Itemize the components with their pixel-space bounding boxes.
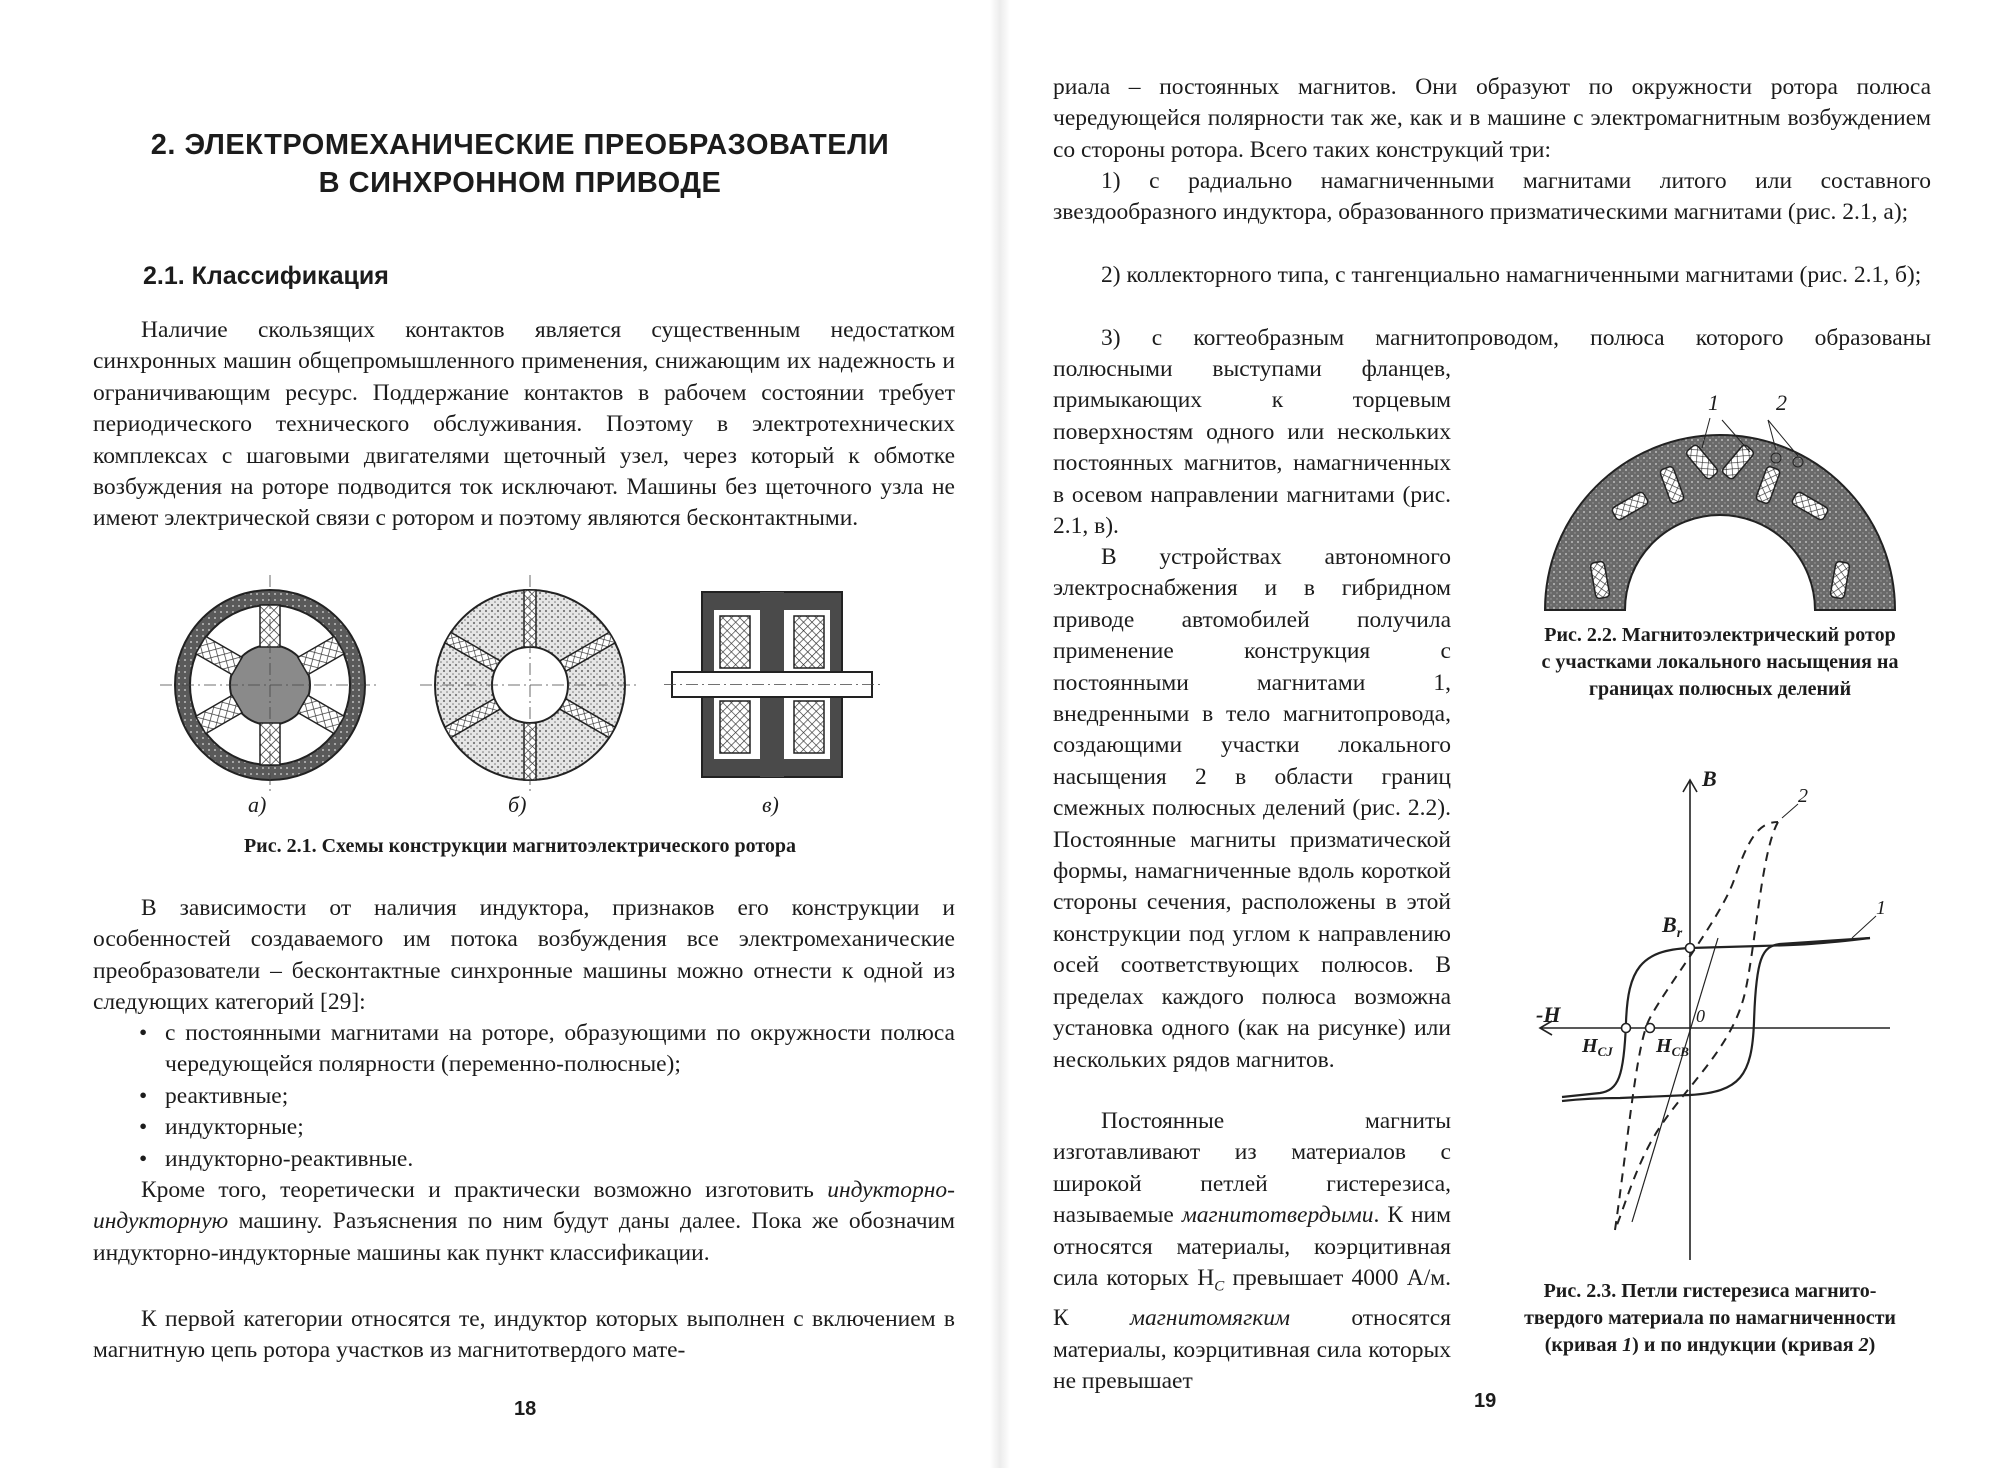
paragraph-3-start: Кроме того, теоретически и практически возможно изготовить bbox=[141, 1177, 828, 1203]
chapter-title-line1: 2. ЭЛЕКТРОМЕХАНИЧЕСКИЕ ПРЕОБРАЗОВАТЕЛИ bbox=[150, 129, 890, 161]
hcj-label-sub: CJ bbox=[1597, 1044, 1613, 1059]
paragraph-b-end: относятся материалы, коэрцитивная сила которых не превышает bbox=[1053, 1305, 1451, 1394]
term-magnetically-hard: магнитотвердыми bbox=[1181, 1202, 1374, 1229]
hcb-label-sub: CB bbox=[1671, 1044, 1689, 1059]
paragraph-1: Наличие скользящих контактов является существенным недостатком синхронных машин общепромышленного применения, снижающим их надежность и ограничивающим ресурс. Поддержание контактов в рабочем состоянии требует периодического технического обслуживания. Поэтому в электротехнических комплексах с шаговыми двигателями щеточный узел, через который к обмотке возбуждения на роторе подводится ток исключают. Машины без щеточного узла не имеют электрической связи с ротором и поэтому являются бесконтактными. bbox=[93, 317, 955, 532]
curve-2-leader bbox=[1782, 804, 1798, 818]
hcb-label-main: H bbox=[1656, 1035, 1672, 1057]
fig3-caption-line3e: ) bbox=[1868, 1334, 1876, 1356]
hcj-label bbox=[1581, 1035, 1613, 1059]
chapter-title bbox=[150, 126, 890, 202]
fig3-caption-line3c: ) и по индукции (кривая bbox=[1632, 1334, 1859, 1356]
curve-1-upper bbox=[1562, 938, 1870, 1097]
construction-item-3-first-line: 3) с когтеобразным магнитопроводом, полюса которого образованы bbox=[1101, 325, 1931, 351]
origin-label: 0 bbox=[1696, 1006, 1705, 1026]
figure-2-3-caption bbox=[1500, 1278, 1920, 1359]
paragraph-2: В зависимости от наличия индуктора, признаков его конструкции и особенностей создаваемого им потока возбуждения все электромеханические преобразователи – бесконтактные синхронные машины можно отнести к одной из следующих категорий [29]: bbox=[93, 895, 955, 1016]
hcb-point bbox=[1646, 1024, 1655, 1033]
paragraph-3-end: машину. Разъяснения по ним будут даны далее. Пока же обозначим индукторно-индукторные машины как пункт классификации. bbox=[93, 1208, 955, 1266]
diagonal-line bbox=[1632, 938, 1718, 1222]
br-label-sub: r bbox=[1676, 926, 1683, 941]
construction-item-3-continuation: полюсными выступами фланцев, примыкающих к торцевым поверхностям одного или нескольких постоянных магнитов, намагниченных в осевом направлении магнитами (рис. 2.1, в). bbox=[1053, 356, 1451, 540]
term-magnetically-soft: магнитомягким bbox=[1130, 1305, 1290, 1332]
fig3-caption-line1: Рис. 2.3. Петли гистерезиса магнито- bbox=[1543, 1280, 1877, 1302]
figure-2-1-v-claw-pole-rotor bbox=[672, 592, 872, 777]
right-top-paragraph: риала – постоянных магнитов. Они образуют по окружности ротора полюса чередующейся полярности так же, как и в машине с электромагнитным возбуждением со стороны ротора. Всего таких конструкций три: bbox=[1053, 74, 1931, 163]
fig3-caption-curve2: 2 bbox=[1858, 1334, 1869, 1356]
section-title: 2.1. Классификация bbox=[143, 262, 389, 290]
construction-item-1: 1) с радиально намагниченными магнитами литого или составного звездообразного индуктора, образованного призматическими магнитами (рис. 2.1, а); bbox=[1053, 168, 1931, 226]
list-item: • с постоянными магнитами на роторе, образующими по окружности полюса чередующейся полярности (переменно-полюсные); bbox=[145, 1018, 955, 1081]
construction-item-2: 2) коллекторного типа, с тангенциально намагниченными магнитами (рис. 2.1, б); bbox=[1101, 262, 1922, 288]
minus-h-label: -H bbox=[1536, 1002, 1561, 1027]
fig-2-2-label-1: 1 bbox=[1708, 390, 1719, 415]
page-number-left: 18 bbox=[514, 1398, 537, 1420]
figure-2-1-caption: Рис. 2.1. Схемы конструкции магнитоэлектрического ротора bbox=[243, 835, 797, 857]
fig-2-1-label-b: б) bbox=[508, 792, 527, 817]
fig-2-1-label-v: в) bbox=[762, 792, 779, 817]
figure-2-3-hysteresis-plot bbox=[1520, 760, 1900, 1270]
chapter-title-line2: В СИНХРОННОМ ПРИВОДЕ bbox=[318, 167, 722, 199]
br-label-main: B bbox=[1662, 912, 1677, 937]
figure-2-1-b-collector-rotor bbox=[430, 585, 630, 785]
paragraph-a: В устройствах автономного электроснабжения и в гибридном приводе автомобилей получила применение конструкция с постоянными магнитами 1, внедренными в тело магнитопровода, создающими участки локального насыщения 2 в области границ смежных полюсных делений (рис. 2.2). Постоянные магниты призматической формы, намагниченные вдоль короткой стороны сечения, расположены в этой конструкции под углом к направлению осей соответствующих полюсов. В пределах каждого полюса возможна установка одного (как на рисунке) или нескольких рядов магнитов. bbox=[1053, 544, 1451, 1073]
figure-2-2-caption: Рис. 2.2. Магнитоэлектрический ротор с участками локального насыщения на границах полюсных делений bbox=[1541, 624, 1899, 700]
list-item: • индукторно-реактивные. bbox=[145, 1144, 955, 1175]
fig-2-1-label-a: а) bbox=[248, 792, 267, 817]
fig-2-2-label-2: 2 bbox=[1776, 390, 1787, 415]
paragraph-b bbox=[1053, 1106, 1451, 1397]
b-axis-label: B bbox=[1702, 766, 1717, 791]
paragraph-b-start: Постоянные магниты изготавливают из материалов с широкой петлей гистерезиса, называемые bbox=[1053, 1108, 1451, 1229]
curve-2-label: 2 bbox=[1798, 785, 1808, 807]
paragraph-4: К первой категории относятся те, индуктор которых выполнен с включением в магнитную цепь ротора участков из магнитотвердого мате- bbox=[93, 1306, 955, 1364]
hc-subscript: C bbox=[1214, 1278, 1225, 1295]
hcj-point bbox=[1622, 1024, 1631, 1033]
figure-2-2-rotor-diagram bbox=[1540, 390, 1900, 620]
paragraph-3 bbox=[93, 1175, 955, 1269]
paragraph-3-italic-term: индукторно-индукторную bbox=[93, 1177, 955, 1235]
list-item: • индукторные; bbox=[145, 1112, 955, 1143]
figure-2-1-a-radial-rotor bbox=[170, 585, 370, 785]
fig3-caption-line2: твердого материала по намагниченности bbox=[1524, 1307, 1896, 1329]
list-item: • реактивные; bbox=[145, 1081, 955, 1112]
fig3-caption-curve1: 1 bbox=[1622, 1334, 1633, 1356]
br-point bbox=[1686, 944, 1695, 953]
hcj-label-main: H bbox=[1582, 1035, 1598, 1057]
br-label bbox=[1661, 912, 1683, 941]
fig3-caption-line3a: (кривая bbox=[1544, 1334, 1623, 1356]
paragraph-b-mid2: превышает 4000 А/м. К bbox=[1053, 1265, 1451, 1332]
page-number-right: 19 bbox=[1474, 1390, 1497, 1412]
hcb-label bbox=[1655, 1035, 1689, 1059]
curve-1-label: 1 bbox=[1876, 897, 1886, 919]
paragraph-b-mid: . К ним относятся материалы, коэрцитивная сила которых H bbox=[1053, 1202, 1451, 1292]
right-page bbox=[1000, 0, 2000, 1468]
curve-1-lower bbox=[1562, 938, 1870, 1101]
curve-1-leader bbox=[1852, 916, 1876, 938]
category-list bbox=[145, 1018, 955, 1175]
